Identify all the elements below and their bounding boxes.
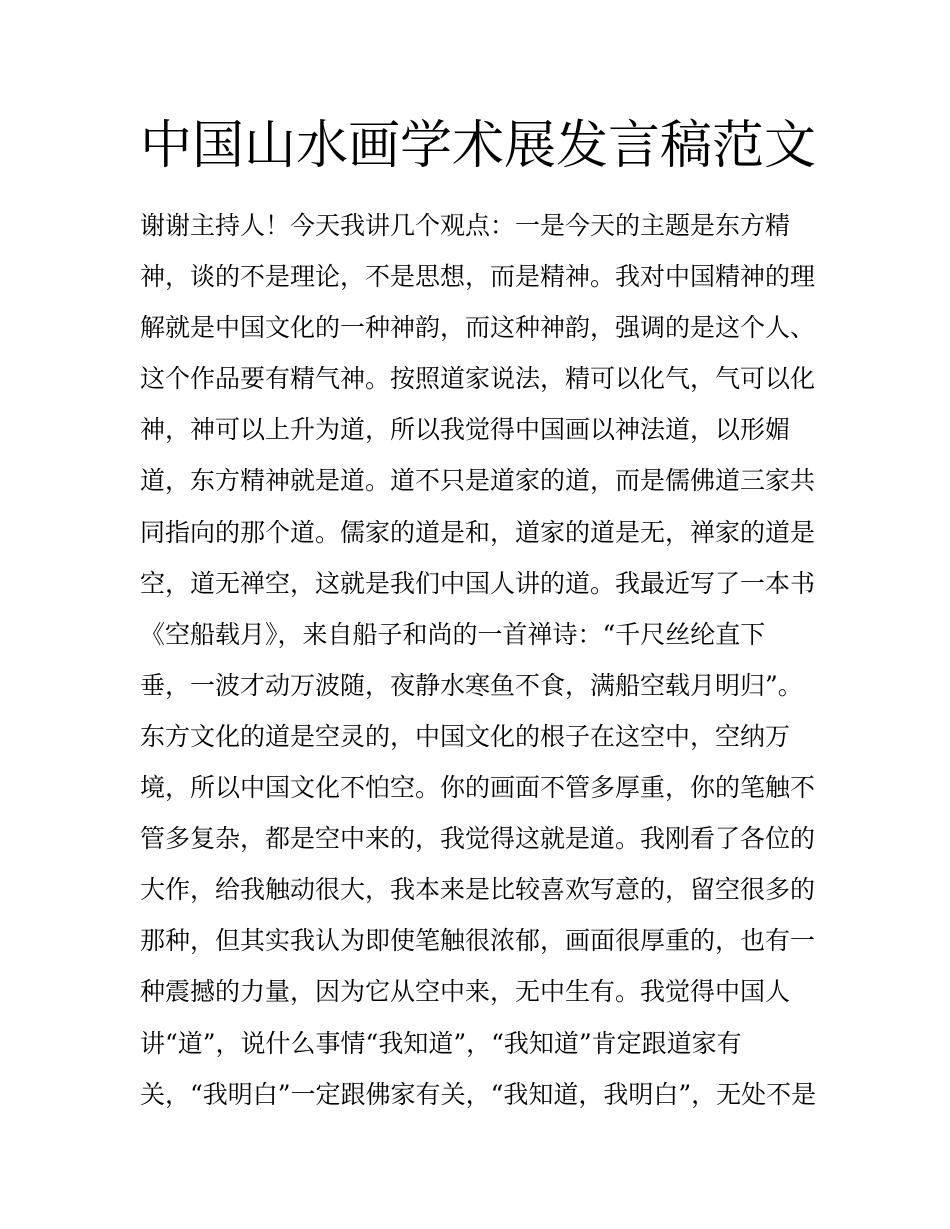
body-line: 管多复杂，都是空中来的，我觉得这就是道。我刚看了各位的 — [140, 824, 816, 854]
document-body — [140, 200, 840, 1120]
body-line: 《空船载月》，来自船子和尚的一首禅诗：“千尺丝纶直下 — [140, 619, 766, 649]
body-line: 谢谢主持人！今天我讲几个观点：一是今天的主题是东方精 — [140, 211, 791, 240]
body-line: 解就是中国文化的一种神韵，而这种神韵，强调的是这个人、 — [140, 313, 816, 343]
body-line: 同指向的那个道。儒家的道是和，道家的道是无，禅家的道是 — [140, 517, 816, 547]
body-line: 道，东方精神就是道。道不只是道家的道，而是儒佛道三家共 — [140, 466, 816, 496]
body-line: 神，神可以上升为道，所以我觉得中国画以神法道，以形媚 — [140, 415, 791, 445]
body-line: 种震撼的力量，因为它从空中来，无中生有。我觉得中国人 — [140, 977, 791, 1007]
body-line: 讲“道”，说什么事情“我知道”，“我知道”肯定跟道家有 — [140, 1028, 742, 1058]
document-title: 中国山水画学术展发言稿范文 — [140, 116, 817, 176]
body-line: 空，道无禅空，这就是我们中国人讲的道。我最近写了一本书 — [140, 568, 816, 598]
body-line: 垂，一波才动万波随，夜静水寒鱼不食，满船空载月明归”。 — [140, 670, 803, 700]
body-line: 大作，给我触动很大，我本来是比较喜欢写意的，留空很多的 — [140, 875, 816, 905]
body-line: 东方文化的道是空灵的，中国文化的根子在这空中，空纳万 — [140, 721, 791, 751]
body-line: 关，“我明白”一定跟佛家有关，“我知道，我明白”，无处不是 — [140, 1079, 817, 1109]
body-line: 这个作品要有精气神。按照道家说法，精可以化气，气可以化 — [140, 364, 816, 394]
body-line: 那种，但其实我认为即使笔触很浓郁，画面很厚重的，也有一 — [140, 926, 816, 956]
body-line: 神，谈的不是理论，不是思想，而是精神。我对中国精神的理 — [140, 262, 816, 292]
body-line: 境，所以中国文化不怕空。你的画面不管多厚重，你的笔触不 — [140, 773, 816, 803]
